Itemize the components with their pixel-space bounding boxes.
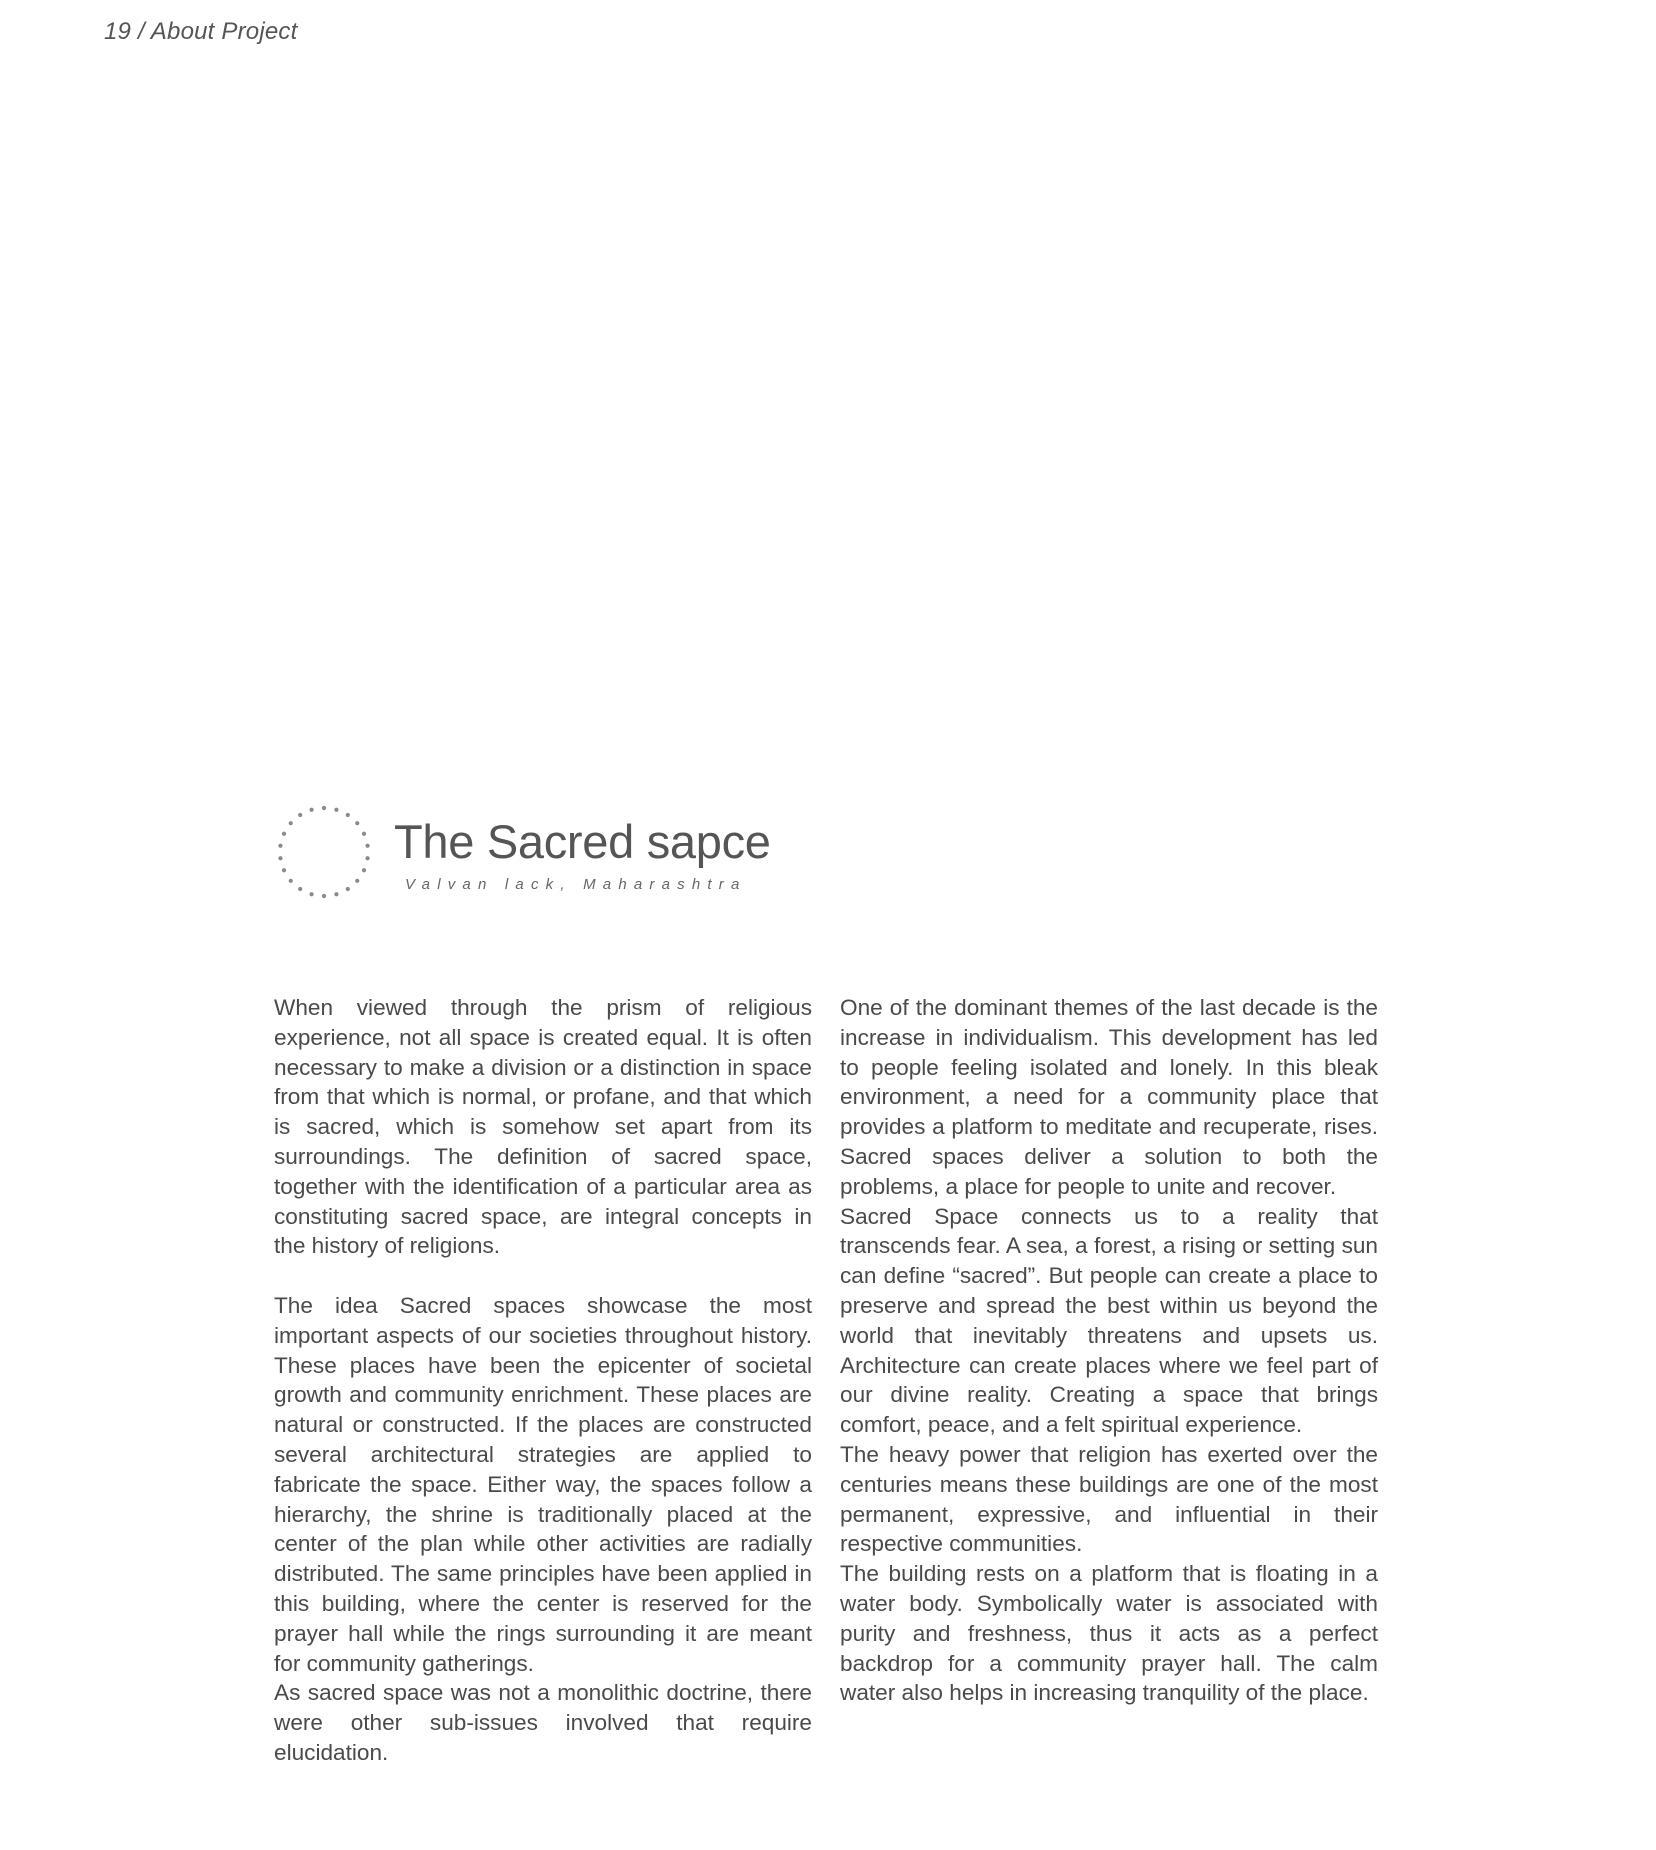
ring-dot [365, 856, 369, 860]
ring-dot [334, 808, 338, 812]
page-header: 19 / About Project [104, 18, 298, 45]
ring-dot [278, 856, 282, 860]
ring-dot [346, 813, 350, 817]
title-block [272, 800, 832, 910]
ring-dot [298, 887, 302, 891]
page-title: The Sacred sapce [394, 815, 771, 868]
left-column [274, 993, 812, 1768]
paragraph: One of the dominant themes of the last decade is the increase in individualism. This development has led to people feeling isolated and lonely. In this bleak environment, a need for a community place that provides a platform to meditate and recuperate, rises. Sacred spaces deliver a solution to both the problems, a place for people to unite and recover. [840, 995, 1378, 1199]
right-column [840, 993, 1378, 1708]
paragraph: When viewed through the prism of religious experience, not all space is created equal. It is often necessary to make a division or a distinction in space from that which is normal, or profane, and that which is sacred, which is somehow set apart from its surroundings. The definition of sacred space, together with the identification of a particular area as constituting sacred space, are integral concepts in the history of religions. [274, 995, 812, 1259]
ring-dot [355, 879, 359, 883]
ring-dot [310, 892, 314, 896]
ring-dot [282, 832, 286, 836]
ring-dot [365, 844, 369, 848]
ring-dot [289, 821, 293, 825]
dotted-circle-icon [272, 800, 376, 904]
location-subtitle: Valvan lack, Maharashtra [405, 876, 747, 893]
ring-dot [322, 894, 326, 898]
paragraph: The idea Sacred spaces showcase the most important aspects of our societies throughout history. These places have been the epicenter of societal growth and community enrichment. These places are natural or constructed. If the places are constructed several architectural strategies are applied to fabricate the space. Either way, the spaces follow a hierarchy, the shrine is traditionally placed at the center of the plan while other activities are radially distributed. The same principles have been applied in this building, where the center is reserved for the prayer hall while the rings surrounding it are meant for community gatherings. [274, 1292, 812, 1676]
ring-dot [282, 868, 286, 872]
paragraph: Sacred Space connects us to a reality that transcends fear. A sea, a forest, a rising or setting sun can define “sacred”. But people can create a place to preserve and spread the best within us beyond the world that inevitably threatens and upsets us. Architecture can create places where we feel part of our divine reality. Creating a space that brings comfort, peace, and a felt spiritual experience. [840, 1203, 1378, 1438]
ring-dot [362, 868, 366, 872]
ring-dot [322, 806, 326, 810]
ring-dot [346, 887, 350, 891]
ring-dot [298, 813, 302, 817]
ring-dot [355, 821, 359, 825]
ring-dot [278, 844, 282, 848]
ring-dot [289, 879, 293, 883]
ring-dot [362, 832, 366, 836]
ring-dot [334, 892, 338, 896]
ring-dot [310, 808, 314, 812]
paragraph: The heavy power that religion has exerted over the centuries means these buildings are one of the most permanent, expressive, and influential in their respective communities. [840, 1441, 1378, 1557]
paragraph: The building rests on a platform that is floating in a water body. Symbolically water is associated with purity and freshness, thus it acts as a perfect backdrop for a community prayer hall. The calm water also helps in increasing tranquility of the place. [840, 1561, 1378, 1706]
paragraph: As sacred space was not a monolithic doctrine, there were other sub-issues involved that require elucidation. [274, 1680, 812, 1765]
